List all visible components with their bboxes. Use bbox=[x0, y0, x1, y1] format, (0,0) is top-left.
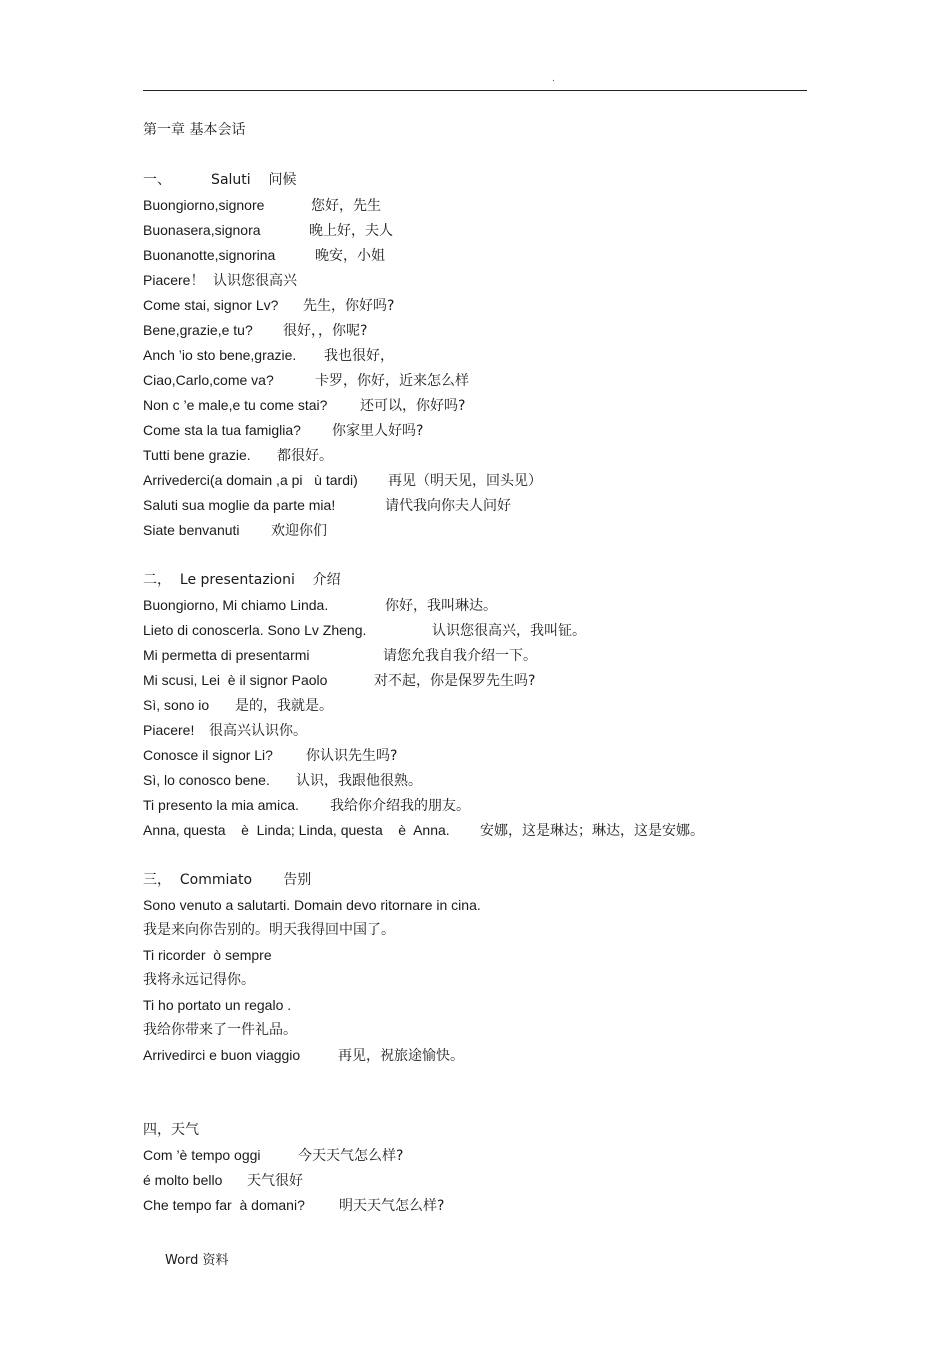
italian-text: Ti ho portato un regalo . bbox=[143, 997, 292, 1013]
phrase-line bbox=[143, 318, 803, 343]
phrase-line bbox=[143, 593, 803, 618]
italian-text: Come stai, signor Lv? bbox=[143, 297, 279, 313]
italian-text: Tutti bene grazie. bbox=[143, 447, 251, 463]
italian-text: Piacere！ bbox=[143, 272, 205, 288]
phrase-line bbox=[143, 243, 803, 268]
section-commiato bbox=[143, 868, 803, 1068]
chinese-text: 我将永远记得你。 bbox=[143, 972, 255, 988]
phrase-line bbox=[143, 693, 803, 718]
chinese-text: 很好，，你呢? bbox=[283, 323, 368, 339]
section-heading: 二， Le presentazioni 介绍 bbox=[143, 572, 341, 588]
chinese-text: 天气很好 bbox=[247, 1173, 303, 1189]
phrase-line bbox=[143, 768, 803, 793]
italian-text: Bene,grazie,e tu? bbox=[143, 322, 253, 338]
chinese-text: 安娜，这是琳达；琳达，这是安娜。 bbox=[480, 823, 704, 839]
phrase-line bbox=[143, 218, 803, 243]
chinese-text: 认识您很高兴，我叫钲。 bbox=[432, 623, 586, 639]
phrase-line bbox=[143, 643, 803, 668]
phrase-line bbox=[143, 518, 803, 543]
footer-label: Word 资料 bbox=[165, 1253, 229, 1268]
italian-text: Buongiorno,signore bbox=[143, 197, 265, 213]
chinese-text: 明天天气怎么样? bbox=[339, 1198, 445, 1214]
chinese-text: 我是来向你告别的。明天我得回中国了。 bbox=[143, 922, 395, 938]
phrase-line bbox=[143, 493, 803, 518]
phrase-line bbox=[143, 193, 803, 218]
italian-text: Buongiorno, Mi chiamo Linda. bbox=[143, 597, 329, 613]
chinese-text: 欢迎你们 bbox=[271, 523, 327, 539]
phrase-line bbox=[143, 293, 803, 318]
phrase-line bbox=[143, 1193, 803, 1218]
italian-text: Buonanotte,signorina bbox=[143, 247, 276, 263]
chinese-text: 你好，我叫琳达。 bbox=[385, 598, 497, 614]
phrase-line bbox=[143, 1168, 803, 1193]
chinese-text: 我给你带来了一件礼品。 bbox=[143, 1022, 297, 1038]
phrase-line bbox=[143, 943, 803, 968]
italian-text: Mi scusi, Lei è il signor Paolo bbox=[143, 672, 328, 688]
phrase-line bbox=[143, 268, 803, 293]
phrase-line bbox=[143, 993, 803, 1018]
header-rule bbox=[143, 90, 807, 91]
phrase-line bbox=[143, 668, 803, 693]
chinese-text: 你家里人好吗? bbox=[332, 423, 424, 439]
italian-text: Ti presento la mia amica. bbox=[143, 797, 299, 813]
italian-text: Sì, lo conosco bene. bbox=[143, 772, 270, 788]
phrase-line bbox=[143, 393, 803, 418]
italian-text: Piacere! bbox=[143, 722, 195, 738]
section-heading: 三， Commiato 告别 bbox=[143, 872, 312, 888]
chapter-title: 第一章 基本会话 bbox=[143, 122, 246, 138]
section-saluti bbox=[143, 168, 803, 543]
document-body bbox=[143, 118, 803, 1218]
section-tempo bbox=[143, 1118, 803, 1218]
italian-text: Lieto di conoscerla. Sono Lv Zheng. bbox=[143, 622, 367, 638]
italian-text: Com ’è tempo oggi bbox=[143, 1147, 261, 1163]
phrase-line bbox=[143, 743, 803, 768]
phrase-line bbox=[143, 443, 803, 468]
chinese-text: 都很好。 bbox=[277, 448, 333, 464]
italian-text: Arrivederci(a domain ,a pi ù tardi) bbox=[143, 472, 358, 488]
italian-text: Mi permetta di presentarmi bbox=[143, 647, 310, 663]
italian-text: Buonasera,signora bbox=[143, 222, 261, 238]
phrase-line bbox=[143, 793, 803, 818]
chinese-text: 今天天气怎么样? bbox=[298, 1148, 404, 1164]
phrase-line bbox=[143, 418, 803, 443]
phrase-line bbox=[143, 968, 803, 993]
phrase-line bbox=[143, 718, 803, 743]
chinese-text: 晚上好，夫人 bbox=[309, 223, 393, 239]
header-dot: . bbox=[552, 74, 555, 84]
chinese-text: 认识，我跟他很熟。 bbox=[296, 773, 422, 789]
phrase-line bbox=[143, 618, 803, 643]
chinese-text: 还可以，你好吗? bbox=[360, 398, 466, 414]
phrase-line bbox=[143, 1143, 803, 1168]
chinese-text: 你认识先生吗? bbox=[306, 748, 398, 764]
chinese-text: 我也很好， bbox=[324, 348, 394, 364]
italian-text: Ciao,Carlo,come va? bbox=[143, 372, 274, 388]
phrase-line bbox=[143, 1043, 803, 1068]
italian-text: Siate benvanuti bbox=[143, 522, 240, 538]
chinese-text: 我给你介绍我的朋友。 bbox=[330, 798, 470, 814]
chinese-text: 请您允我自我介绍一下。 bbox=[383, 648, 537, 664]
section-presentazioni bbox=[143, 568, 803, 843]
chinese-text: 先生，你好吗? bbox=[303, 298, 395, 314]
section-heading: 四，天气 bbox=[143, 1122, 199, 1138]
phrase-line bbox=[143, 1018, 803, 1043]
italian-text: Anna, questa è Linda; Linda, questa è Anna. bbox=[143, 822, 450, 838]
chinese-text: 卡罗，你好，近来怎么样 bbox=[315, 373, 469, 389]
chinese-text: 请代我向你夫人问好 bbox=[385, 498, 511, 514]
chinese-text: 认识您很高兴 bbox=[213, 273, 297, 289]
chinese-text: 是的，我就是。 bbox=[235, 698, 333, 714]
phrase-line bbox=[143, 468, 803, 493]
italian-text: Non c ’e male,e tu come stai? bbox=[143, 397, 328, 413]
chinese-text: 再见，祝旅途愉快。 bbox=[338, 1048, 464, 1064]
italian-text: Saluti sua moglie da parte mia! bbox=[143, 497, 336, 513]
italian-text: Come sta la tua famiglia? bbox=[143, 422, 301, 438]
italian-text: Conosce il signor Li? bbox=[143, 747, 273, 763]
italian-text: Sono venuto a salutarti. Domain devo ritornare in cina. bbox=[143, 897, 481, 913]
section-heading: 一、 Saluti 问候 bbox=[143, 172, 297, 188]
chinese-text: 晚安，小姐 bbox=[315, 248, 385, 264]
italian-text: Ti ricorder ò sempre bbox=[143, 947, 272, 963]
italian-text: Sì, sono io bbox=[143, 697, 210, 713]
chinese-text: 很高兴认识你。 bbox=[209, 723, 307, 739]
phrase-line bbox=[143, 893, 803, 918]
chinese-text: 对不起，你是保罗先生吗? bbox=[374, 673, 536, 689]
italian-text: Che tempo far à domani? bbox=[143, 1197, 305, 1213]
chinese-text: 您好，先生 bbox=[311, 198, 381, 214]
phrase-line bbox=[143, 343, 803, 368]
phrase-line bbox=[143, 368, 803, 393]
chinese-text: 再见（明天见，回头见） bbox=[388, 473, 542, 489]
italian-text: Arrivedirci e buon viaggio bbox=[143, 1047, 301, 1063]
italian-text: é molto bello bbox=[143, 1172, 223, 1188]
phrase-line bbox=[143, 818, 803, 843]
italian-text: Anch ’io sto bene,grazie. bbox=[143, 347, 297, 363]
phrase-line bbox=[143, 918, 803, 943]
